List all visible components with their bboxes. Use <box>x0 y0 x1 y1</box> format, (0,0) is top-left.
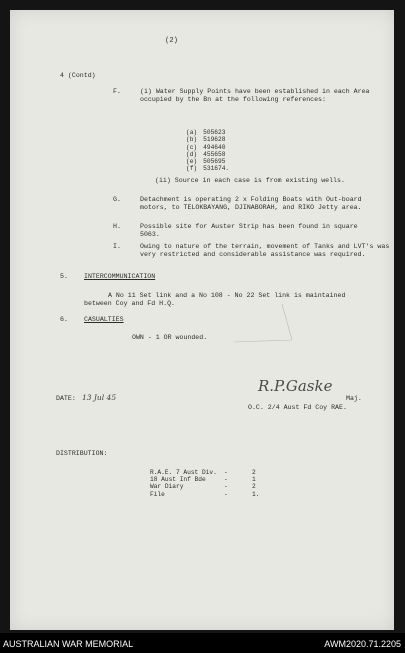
reference-value: 505623 <box>203 129 226 136</box>
item-g-letter: G. <box>113 196 121 203</box>
reference-value: 519628 <box>203 136 226 144</box>
section-6-number: 6. <box>60 316 68 323</box>
item-f-text: (i) Water Supply Points have been established in each Area occupied by the Bn at the following references: <box>140 88 370 103</box>
reference-row <box>186 129 229 136</box>
distribution-quantity: 2 <box>252 483 256 491</box>
reference-key: (b) <box>186 136 198 144</box>
distribution-row <box>150 476 259 483</box>
section-4-heading: 4 (Contd) <box>60 72 96 79</box>
reference-value: 505695 <box>203 158 226 166</box>
footer-reference: AWM2020.71.2205 <box>324 639 401 649</box>
reference-row <box>186 158 229 165</box>
document-page <box>10 10 394 630</box>
pencil-mark <box>232 300 302 345</box>
item-f-letter: F. <box>113 88 121 95</box>
reference-list <box>186 129 229 173</box>
signatory-rank: Maj. <box>346 395 362 402</box>
distribution-row <box>150 483 259 490</box>
signature: R.P.Gaske <box>258 377 333 395</box>
reference-value: 455658 <box>203 150 226 158</box>
reference-row <box>186 136 229 143</box>
distribution-quantity: 1 <box>252 476 256 484</box>
distribution-dash: - <box>224 469 228 476</box>
date-label: DATE: <box>56 395 76 402</box>
distribution-dash: - <box>224 483 228 491</box>
section-5-text: A No 11 Set link and a No 108 - No 22 Set link is maintained between Coy and Fd H.Q. <box>84 292 346 307</box>
distribution-row <box>150 491 259 498</box>
reference-row <box>186 151 229 158</box>
distribution-label: DISTRIBUTION: <box>56 450 108 457</box>
footer-source: AUSTRALIAN WAR MEMORIAL <box>3 639 134 649</box>
reference-key: (a) <box>186 129 198 136</box>
reference-key: (f) <box>186 165 198 173</box>
item-f-ii-text: (ii) Source in each case is from existing wells. <box>155 177 345 184</box>
section-6-text: OWN - 1 OR wounded. <box>132 334 208 341</box>
section-5-number: 5. <box>60 273 68 280</box>
distribution-name: War Diary <box>150 483 184 491</box>
distribution-name: R.A.E. 7 Aust Div. <box>150 469 217 476</box>
item-g-text: Detachment is operating 2 x Folding Boats with Out-board motors, to TELOKBAYANG, DJINABORAH, and RIKO Jetty area. <box>140 196 362 211</box>
item-i-letter: I. <box>113 243 121 250</box>
distribution-row <box>150 469 259 476</box>
section-6-heading: CASUALTIES <box>84 316 124 323</box>
item-h-text: Possible site for Auster Strip has been found in square 5063. <box>140 223 358 238</box>
distribution-name: File <box>150 490 165 498</box>
reference-key: (d) <box>186 150 198 158</box>
distribution-dash: - <box>224 476 228 484</box>
distribution-list <box>150 469 259 498</box>
distribution-quantity: 2 <box>252 469 256 476</box>
distribution-name: 18 Aust Inf Bde <box>150 476 206 484</box>
distribution-quantity: 1. <box>252 490 260 498</box>
section-5-heading: INTERCOMMUNICATION <box>84 273 156 280</box>
item-i-text: Owing to nature of the terrain, movement of Tanks and LVT's was very restricted and considerable assistance was required. <box>140 243 390 258</box>
reference-key: (c) <box>186 143 198 151</box>
page-number: (2) <box>165 37 178 45</box>
distribution-dash: - <box>224 490 228 498</box>
item-h-letter: H. <box>113 223 121 230</box>
reference-value: 494640 <box>203 143 226 151</box>
signatory-title: O.C. 2/4 Aust Fd Coy RAE. <box>248 404 347 411</box>
reference-key: (e) <box>186 158 198 166</box>
date-value: 13 Jul 45 <box>82 393 117 402</box>
footer-bar <box>0 633 405 653</box>
reference-value: 531674. <box>203 165 230 173</box>
reference-row <box>186 144 229 151</box>
reference-row <box>186 165 229 172</box>
